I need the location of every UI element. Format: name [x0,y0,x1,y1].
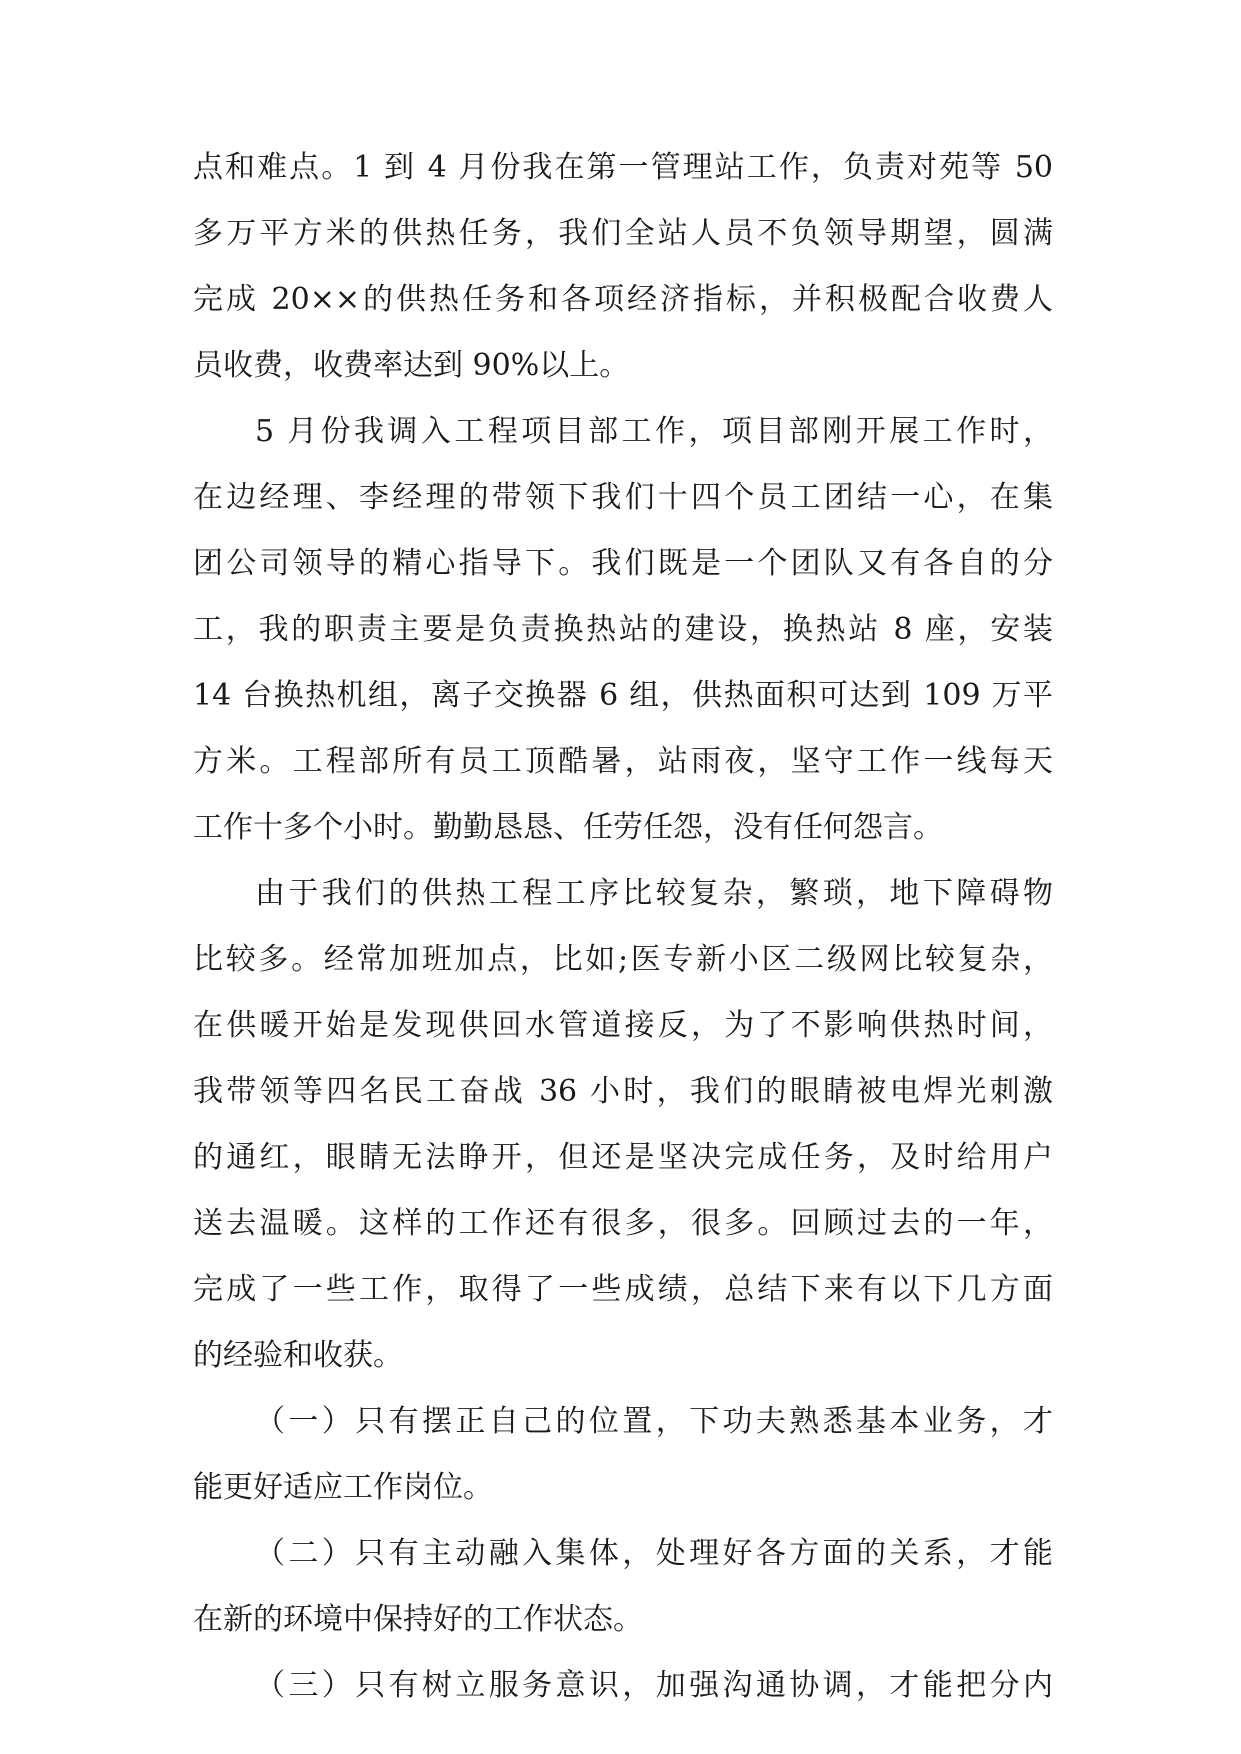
paragraph-2-line-6: 方米。工程部所有员工顶酷暑，站雨夜，坚守工作一线每天 [193,744,1053,779]
paragraph-2-line-2: 在边经理、李经理的带领下我们十四个员工团结一心，在集 [193,480,1053,515]
paragraph-6-line-1: （三）只有树立服务意识，加强沟通协调，才能把分内 [255,1668,1053,1703]
paragraph-1-line-3: 完成 20××的供热任务和各项经济指标，并积极配合收费人 [193,282,1053,317]
paragraph-2-line-5: 14 台换热机组，离子交换器 6 组，供热面积可达到 109 万平 [193,678,1053,713]
paragraph-4-line-2: 能更好适应工作岗位。 [193,1470,493,1505]
paragraph-2-line-7: 工作十多个小时。勤勤恳恳、任劳任怨，没有任何怨言。 [193,810,943,845]
paragraph-1-line-4: 员收费，收费率达到 90%以上。 [193,348,630,383]
paragraph-3-line-7: 完成了一些工作，取得了一些成绩，总结下来有以下几方面 [193,1272,1053,1307]
paragraph-3-line-5: 的通红，眼睛无法睁开，但还是坚决完成任务，及时给用户 [193,1140,1053,1175]
paragraph-3-line-8: 的经验和收获。 [193,1338,403,1373]
paragraph-2-line-1: 5 月份我调入工程项目部工作，项目部刚开展工作时， [255,414,1053,449]
paragraph-3-line-4: 我带领等四名民工奋战 36 小时，我们的眼睛被电焊光刺激 [193,1074,1053,1109]
paragraph-2-line-3: 团公司领导的精心指导下。我们既是一个团队又有各自的分 [193,546,1053,581]
paragraph-1-line-1: 点和难点。1 到 4 月份我在第一管理站工作，负责对苑等 50 [193,150,1053,185]
paragraph-1-line-2: 多万平方米的供热任务，我们全站人员不负领导期望，圆满 [193,216,1053,251]
paragraph-5-line-2: 在新的环境中保持好的工作状态。 [193,1602,643,1637]
paragraph-3-line-2: 比较多。经常加班加点，比如;医专新小区二级网比较复杂， [193,942,1053,977]
paragraph-5-line-1: （二）只有主动融入集体，处理好各方面的关系，才能 [255,1536,1053,1571]
paragraph-3-line-1: 由于我们的供热工程工序比较复杂，繁琐，地下障碍物 [255,876,1053,911]
paragraph-3-line-6: 送去温暖。这样的工作还有很多，很多。回顾过去的一年， [193,1206,1053,1241]
paragraph-4-line-1: （一）只有摆正自己的位置，下功夫熟悉基本业务，才 [255,1404,1053,1439]
paragraph-3-line-3: 在供暖开始是发现供回水管道接反，为了不影响供热时间， [193,1008,1053,1043]
paragraph-2-line-4: 工，我的职责主要是负责换热站的建设，换热站 8 座，安装 [193,612,1053,647]
